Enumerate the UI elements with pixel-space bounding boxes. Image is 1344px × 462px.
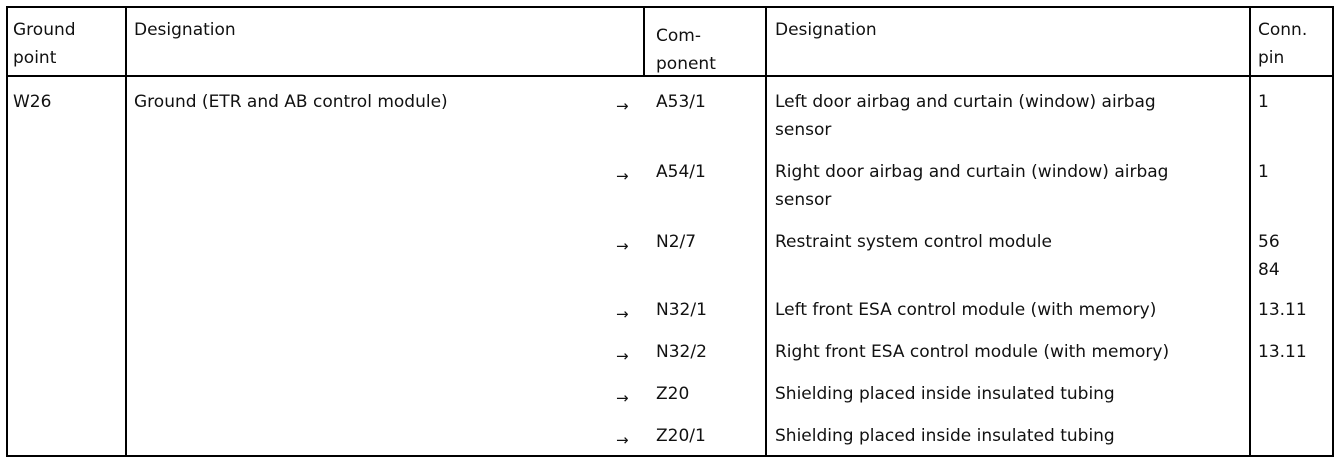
header-component: Com- ponent	[656, 26, 716, 74]
row-arrow-icon: →	[616, 389, 629, 407]
row-designation: Restraint system control module	[775, 232, 1052, 252]
row-component: A54/1	[656, 162, 706, 182]
row-component: Z20/1	[656, 426, 706, 446]
row-arrow-icon: →	[616, 305, 629, 323]
row-conn-pin: 13.11	[1258, 342, 1307, 362]
header-ground-point: Ground point	[13, 20, 76, 68]
header-designation-left: Designation	[134, 20, 236, 40]
row-conn-pin: 13.11	[1258, 300, 1307, 320]
row-designation: Shielding placed inside insulated tubing	[775, 426, 1115, 446]
ground-designation-value: Ground (ETR and AB control module)	[134, 92, 448, 112]
wiring-table	[6, 6, 1334, 457]
row-conn-pin: 56 84	[1258, 232, 1280, 280]
header-conn-pin: Conn. pin	[1258, 20, 1308, 68]
row-component: N32/2	[656, 342, 707, 362]
row-component: N2/7	[656, 232, 697, 252]
row-arrow-icon: →	[616, 237, 629, 255]
row-designation: Shielding placed inside insulated tubing	[775, 384, 1115, 404]
col-divider-2	[643, 8, 645, 76]
header-designation-right: Designation	[775, 20, 877, 40]
row-conn-pin: 1	[1258, 162, 1269, 182]
row-arrow-icon: →	[616, 347, 629, 365]
row-arrow-icon: →	[616, 97, 629, 115]
row-designation: Left door airbag and curtain (window) airbag sensor	[775, 92, 1156, 140]
row-component: N32/1	[656, 300, 707, 320]
row-designation: Right front ESA control module (with memory)	[775, 342, 1170, 362]
row-designation: Left front ESA control module (with memory)	[775, 300, 1157, 320]
row-arrow-icon: →	[616, 431, 629, 449]
row-arrow-icon: →	[616, 167, 629, 185]
row-designation: Right door airbag and curtain (window) airbag sensor	[775, 162, 1169, 210]
row-component: Z20	[656, 384, 690, 404]
row-conn-pin: 1	[1258, 92, 1269, 112]
ground-point-value: W26	[13, 92, 52, 112]
row-component: A53/1	[656, 92, 706, 112]
